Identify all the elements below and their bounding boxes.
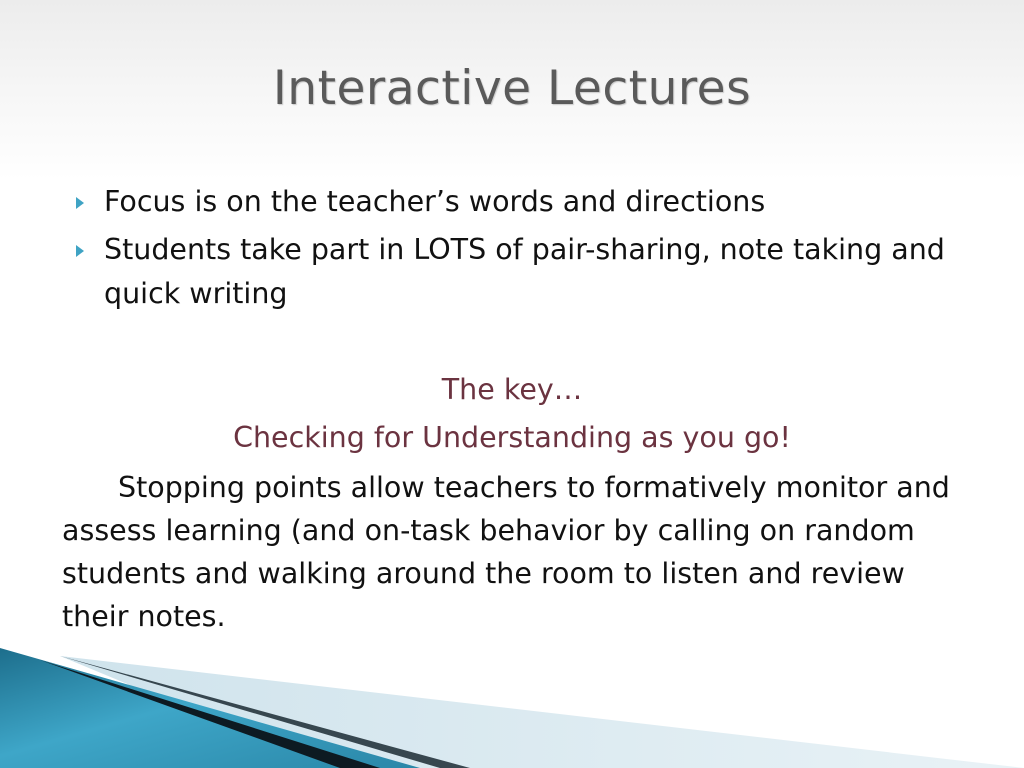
slide-title: Interactive Lectures (272, 61, 752, 116)
triangle-right-icon (76, 245, 84, 257)
triangle-right-icon (76, 197, 84, 209)
key-callout (0, 366, 1024, 462)
bullet-text: Students take part in LOTS of pair-sharing, note taking and quick writing (104, 233, 945, 310)
bullet-item (76, 180, 956, 224)
body-paragraph: Stopping points allow teachers to formatively monitor and assess learning (and on-task behavior by calling on random students and walking around the room to listen and review their notes. (62, 471, 950, 633)
bullet-item (76, 228, 956, 316)
bullet-text: Focus is on the teacher’s words and directions (104, 185, 766, 218)
decorative-corner-graphic (0, 560, 1024, 768)
bullet-list (76, 180, 956, 320)
key-heading: The key… (441, 373, 583, 406)
key-subheading: Checking for Understanding as you go! (233, 421, 791, 454)
